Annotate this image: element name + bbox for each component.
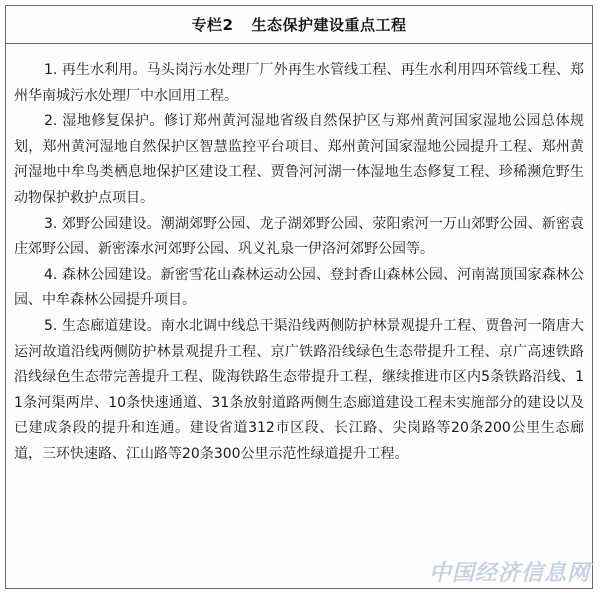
item-ecological-corridors: 5. 生态廊道建设。南水北调中线总干渠沿线两侧防护林景观提升工程、贾鲁河一隋唐大运河故道沿线两侧防护林景观提升工程、京广铁路沿线绿色生态带提升工程、京广高速铁路沿线绿色生态带完善提升工程、陇海铁路生态带提升工程，继续推进市区内5条铁路沿线、11条河渠两岸、10条快速通道、31条放射道路两侧生态廊道建设工程未实施部分的建设以及已建成条段的提升和连通。建设省道312市区段、长江路、尖岗路等20条200公里生态廊道，三环快速路、江山路等20条300公里示范性绿道提升工程。	[14, 317, 584, 462]
box-title: 生态保护建设重点工程	[251, 16, 407, 34]
box-label: 专栏2	[191, 16, 234, 34]
box-body	[6, 44, 592, 468]
item-forest-parks: 4. 森林公园建设。新密雪花山森林运动公园、登封香山森林公园、河南嵩顶国家森林公园、中牟森林公园提升项目。	[14, 266, 584, 309]
watermark-logo: 中国经济信息网	[428, 561, 590, 586]
box-header	[6, 6, 592, 44]
item-country-parks: 3. 郊野公园建设。潮湖郊野公园、龙子湖郊野公园、荥阳索河一万山郊野公园、新密袁庄郊野公园、新密溱水河郊野公园、巩义礼泉一伊洛河郊野公园等。	[14, 215, 584, 258]
item-reclaimed-water: 1. 再生水利用。马头岗污水处理厂厂外再生水管线工程、再生水利用四环管线工程、郑州华南城污水处理厂中水回用工程。	[14, 62, 584, 104]
item-wetland-protection: 2. 湿地修复保护。修订郑州黄河湿地省级自然保护区与郑州黄河国家湿地公园总体规划，郑州黄河湿地自然保护区智慧监控平台项目、郑州黄河国家湿地公园提升工程、郑州黄河湿地中牟鸟类栖息地保护区建设工程、贾鲁河河湖一体湿地生态修复工程、珍稀濒危野生动物保护救护点项目。	[14, 113, 584, 206]
feature-box	[5, 5, 593, 589]
